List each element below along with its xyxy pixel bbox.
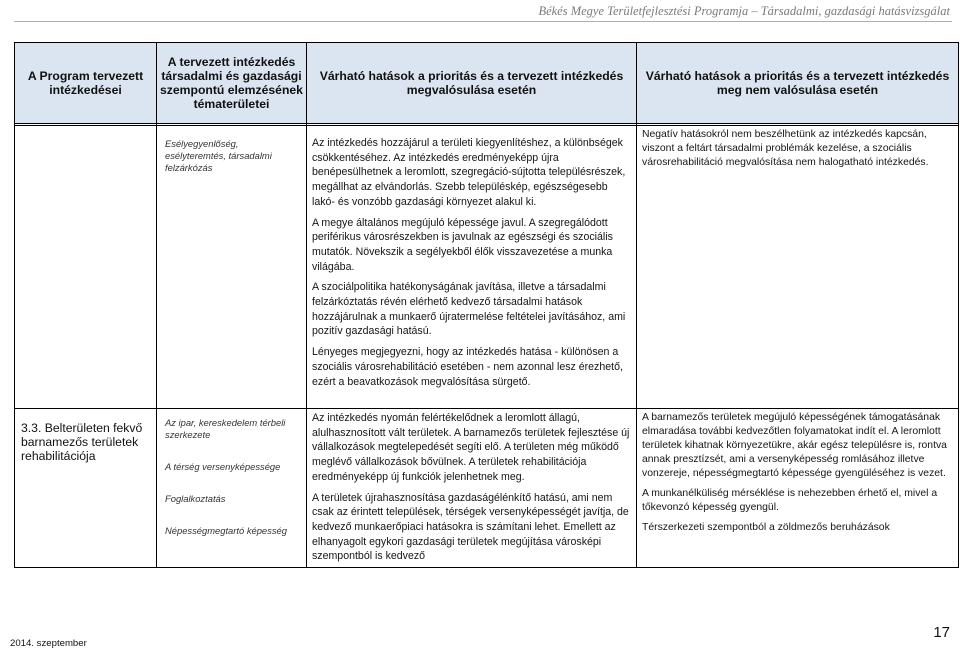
measure-cell xyxy=(15,126,157,409)
column-header-effects-realized: Várható hatások a prioritás és a tervezett intézkedés megvalósulása esetén xyxy=(307,43,637,124)
effects-paragraph: A területek újrahasznosítása gazdaságélénkítő hatású, ami nem csak az érintett települések, térségek versenyképességét javítja, de kedvező munkaerőpiaci hatásokra is számítani lehet. Emellett az elhanyagolt egykori gazdasági területek megújítása városképi szempontból is kedvező xyxy=(312,491,629,563)
header-rule xyxy=(14,21,952,22)
effects-paragraph: Az intézkedés hozzájárul a területi kiegyenlítéshez, a különbségek csökkentéséhez. Az intézkedés eredményeképp újra benépesülhetnek a leromlott, szegregáció-sújtotta településrészek, megállhat az elvándorlás. Szebb településkép, egészségesebb lakó- és vonzóbb gazdasági környezet alakul ki. xyxy=(312,137,626,208)
measure-cell xyxy=(15,409,157,568)
measure-title: 3.3. Belterületen fekvő barnamezős területek rehabilitációja xyxy=(21,421,143,463)
topic-cell xyxy=(157,126,307,409)
effects-cell xyxy=(307,126,637,409)
table-row xyxy=(15,409,959,568)
topic-item: Az ipar, kereskedelem térbeli szerkezete xyxy=(165,417,286,440)
table-row xyxy=(15,126,959,409)
noeffects-paragraph: Negatív hatásokról nem beszélhetünk az intézkedés kapcsán, viszont a feltárt társadalmi problémák kezelése, a szociális városrehabilitáció megvalósítása nem halogatható intézkedés. xyxy=(642,129,929,168)
page-number: 17 xyxy=(933,624,950,641)
topic-item: Foglalkoztatás xyxy=(165,493,226,504)
effects-paragraph: Az intézkedés nyomán felértékelődnek a leromlott állagú, alulhasznosított vált területek. A barnamezős területek fejlesztése új vállalkozások megtelepedését segíti elő. A területen még működő meglévő vállalkozások bővülnek. A területek rehabilitációja eredményeképp új funkciók jelenhetnek meg. xyxy=(312,412,630,483)
document-title: Békés Megye Területfejlesztési Programja – Társadalmi, gazdasági hatásvizsgálat xyxy=(538,4,950,18)
noeffects-cell xyxy=(637,126,959,409)
effects-cell xyxy=(307,409,637,568)
noeffects-paragraph: A barnamezős területek megújuló képességének támogatásának elmaradása további kedvezőtlen folyamatokat indít el. A leromlott területek kihatnak környezetükre, akár egész településre is, rontva annak presztízsét, ami a versenyképesség romlásához illetve vonzereje, népességmegtartó képessége gyengüléséhez is vezet. xyxy=(642,412,947,479)
noeffects-paragraph: Térszerkezeti szempontból a zöldmezős beruházások xyxy=(642,522,890,533)
noeffects-paragraph: A munkanélküliség mérséklése is nehezebben érhető el, mivel a tőkevonzó képesség gyengül. xyxy=(642,488,938,513)
column-header-measures: A Program tervezett intézkedései xyxy=(15,43,157,124)
noeffects-cell xyxy=(637,409,959,568)
footer-date: 2014. szeptember xyxy=(10,638,87,649)
effects-paragraph: A megye általános megújuló képessége javul. A szegregálódott periférikus városrészekben is javulnak az egészségi és szociális mutatók. Növekszik a segélyekből élők visszavezetése a munka világába. xyxy=(312,216,613,273)
column-header-effects-not-realized: Várható hatások a prioritás és a tervezett intézkedés meg nem valósulása esetén xyxy=(637,43,959,124)
topic-item: A térség versenyképessége xyxy=(165,461,281,472)
topic-item: Esélyegyenlőség, esélyteremtés, társadalmi felzárkózás xyxy=(165,138,272,173)
impact-table xyxy=(14,42,959,568)
table-header-row xyxy=(15,43,959,124)
topic-cell xyxy=(157,409,307,568)
running-header xyxy=(0,0,960,22)
topic-item: Népességmegtartó képesség xyxy=(165,525,287,536)
effects-paragraph: A szociálpolitika hatékonyságának javítása, illetve a társadalmi felzárkóztatás révén elérhető kedvező társadalmi hatások hozzájárulnak a munkaerő újratermelése feltételei javításához, ami pozitív gazdasági hatású. xyxy=(312,281,626,338)
effects-paragraph: Lényeges megjegyezni, hogy az intézkedés hatása - különösen a szociális városrehabilitáció esetében - nem azonnal lesz érezhető, ezért a beavatkozások megvalósítása sürgető. xyxy=(312,346,623,388)
column-header-topics: A tervezett intézkedés társadalmi és gazdasági szempontú elemzésének tématerületei xyxy=(157,43,307,124)
